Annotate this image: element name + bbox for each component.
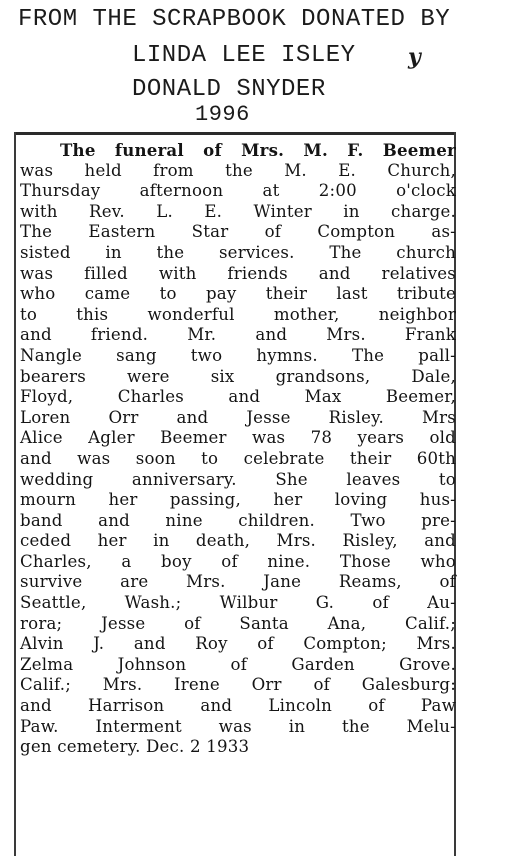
- article-line: Zelma Johnson of Garden Grove.: [20, 654, 456, 674]
- newspaper-clipping: [14, 132, 456, 856]
- article-line: who came to pay their last tribute: [20, 284, 456, 304]
- header-donation-line: FROM THE SCRAPBOOK DONATED BY: [18, 6, 451, 33]
- article-line: was filled with friends and relatives: [20, 263, 456, 283]
- article-line: mourn her passing, her loving hus-: [20, 490, 456, 510]
- article-line: Alvin J. and Roy of Compton; Mrs.: [20, 634, 456, 654]
- article-line: Nangle sang two hymns. The pall-: [20, 345, 456, 365]
- article-line: sisted in the services. The church: [20, 242, 456, 262]
- article-line: survive are Mrs. Jane Reams, of: [20, 572, 456, 592]
- article-line: ceded her in death, Mrs. Risley, and: [20, 531, 456, 551]
- article-line: was held from the M. E. Church,: [20, 160, 456, 180]
- article-line: Seattle, Wash.; Wilbur G. of Au-: [20, 593, 456, 613]
- obituary-article: [20, 140, 456, 758]
- handwritten-mark: y: [408, 44, 421, 70]
- article-line: Charles, a boy of nine. Those who: [20, 551, 456, 571]
- article-line: and was soon to celebrate their 60th: [20, 448, 456, 468]
- clipping-top-edge: [16, 132, 454, 135]
- header-donor-name-2: DONALD SNYDER: [132, 76, 326, 103]
- article-line: gen cemetery. Dec. 2 1933: [20, 737, 250, 757]
- article-line: Thursday afternoon at 2:00 o'clock: [20, 181, 456, 201]
- header-donor-name-1: LINDA LEE ISLEY: [132, 42, 356, 69]
- article-line: bearers were six grandsons, Dale,: [20, 366, 456, 386]
- article-line: Alice Agler Beemer was 78 years old: [20, 428, 456, 448]
- article-line: Calif.; Mrs. Irene Orr of Galesburg:: [20, 675, 456, 695]
- article-line: and Harrison and Lincoln of Paw: [20, 696, 456, 716]
- article-line: The Eastern Star of Compton as-: [20, 222, 456, 242]
- article-line: band and nine children. Two pre-: [20, 510, 456, 530]
- article-line: wedding anniversary. She leaves to: [20, 469, 456, 489]
- header-year: 1996: [195, 102, 250, 127]
- article-line: rora; Jesse of Santa Ana, Calif.;: [20, 613, 456, 633]
- article-line: to this wonderful mother, neighbor: [20, 304, 456, 324]
- article-line: and friend. Mr. and Mrs. Frank: [20, 325, 456, 345]
- scrapbook-header: [0, 0, 524, 135]
- article-line: Floyd, Charles and Max Beemer,: [20, 387, 456, 407]
- article-line: The funeral of Mrs. M. F. Beemer: [60, 140, 456, 160]
- article-line: Paw. Interment was in the Melu-: [20, 716, 456, 736]
- article-line: with Rev. L. E. Winter in charge.: [20, 201, 456, 221]
- article-line: Loren Orr and Jesse Risley. Mrs: [20, 407, 456, 427]
